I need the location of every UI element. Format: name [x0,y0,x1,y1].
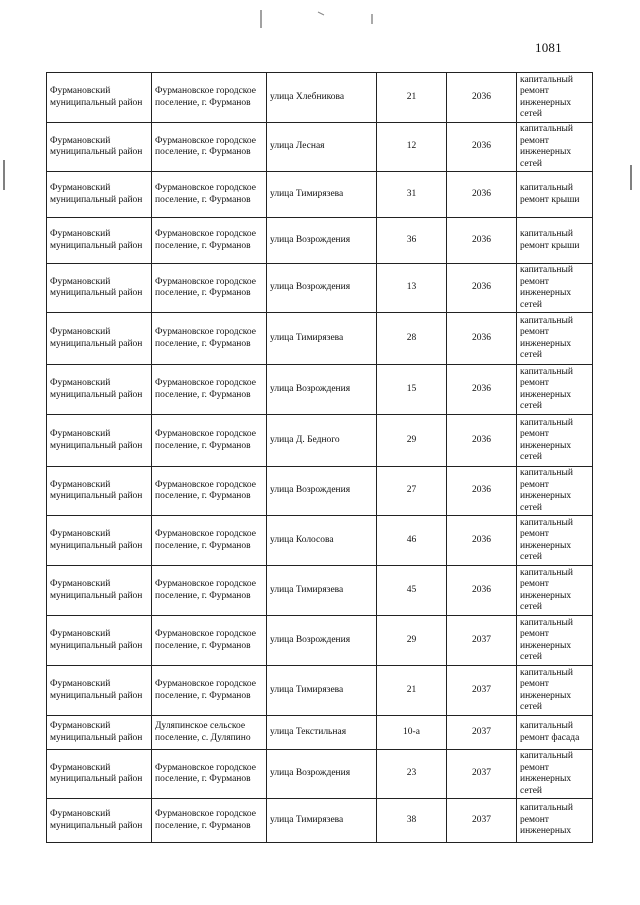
street-cell [267,365,377,415]
year-cell-text: 2036 [472,434,491,445]
house-number-cell [377,313,447,365]
district-cell [47,264,152,313]
year-cell-text: 2036 [472,332,491,343]
year-cell-text: 2036 [472,282,491,293]
house-number-cell-text: 45 [406,584,417,595]
district-cell-text: Фурмановский муниципальный район [50,479,143,501]
work-type-cell-text: капитальный ремонт фасада [520,721,580,743]
house-number-cell-text: 38 [406,814,417,825]
district-cell-text: Фурмановский муниципальный район [50,327,143,349]
table-row [47,313,593,365]
work-type-cell-text: капитальный ремонт инженерных сетей [520,315,573,360]
settlement-cell [152,218,267,264]
settlement-cell [152,172,267,218]
year-cell-text: 2036 [472,534,491,545]
house-number-cell [377,616,447,666]
district-cell [47,516,152,566]
house-number-cell-text: 36 [406,234,417,245]
year-cell-text: 2037 [472,814,491,825]
work-type-cell-text: капитальный ремонт инженерных сетей [520,617,573,662]
house-number-cell-text: 23 [406,768,417,779]
table-row [47,123,593,172]
street-cell-text: улица Лесная [270,141,325,152]
work-type-cell [517,666,593,716]
year-cell-text: 2036 [472,383,491,394]
district-cell [47,666,152,716]
table-row [47,415,593,467]
district-cell [47,467,152,516]
work-type-cell-text: капитальный ремонт инженерных сетей [520,567,573,612]
settlement-cell-text: Фурмановское городское поселение, г. Фурманов [155,809,256,831]
district-cell [47,73,152,123]
district-cell [47,566,152,616]
street-cell-text: улица Возрождения [270,234,351,245]
work-type-cell [517,123,593,172]
street-cell-text: улица Тимирязева [270,584,344,595]
year-cell [447,313,517,365]
street-cell-text: улица Тимирязева [270,814,344,825]
table-row [47,716,593,750]
work-type-cell [517,799,593,843]
work-type-cell-text: капитальный ремонт инженерных сетей [520,468,573,513]
work-type-cell-text: капитальный ремонт крыши [520,183,580,205]
house-number-cell-text: 10-а [403,726,420,737]
street-cell-text: улица Возрождения [270,383,351,394]
district-cell [47,123,152,172]
street-cell-text: улица Д. Бедного [270,434,340,445]
district-cell [47,172,152,218]
settlement-cell-text: Фурмановское городское поселение, г. Фурманов [155,276,256,298]
year-cell [447,264,517,313]
settlement-cell [152,73,267,123]
year-cell-text: 2036 [472,91,491,102]
house-number-cell-text: 21 [406,91,417,102]
work-type-cell [517,467,593,516]
scan-mark-top-center [318,12,324,15]
street-cell [267,616,377,666]
settlement-cell [152,415,267,467]
work-type-cell [517,566,593,616]
work-type-cell [517,313,593,365]
district-cell-text: Фурмановский муниципальный район [50,579,143,601]
district-cell [47,365,152,415]
house-number-cell-text: 21 [406,684,417,695]
work-type-cell [517,716,593,750]
settlement-cell-text: Фурмановское городское поселение, г. Фурманов [155,579,256,601]
street-cell [267,172,377,218]
settlement-cell-text: Дуляпинское сельское поселение, с. Дуляпино [155,721,251,743]
street-cell-text: улица Колосова [270,534,334,545]
year-cell [447,716,517,750]
work-type-cell [517,172,593,218]
year-cell [447,218,517,264]
settlement-cell [152,799,267,843]
house-number-cell [377,365,447,415]
house-number-cell-text: 13 [406,282,417,293]
settlement-cell [152,313,267,365]
year-cell-text: 2037 [472,726,491,737]
year-cell [447,516,517,566]
settlement-cell-text: Фурмановское городское поселение, г. Фурманов [155,229,256,251]
year-cell-text: 2036 [472,584,491,595]
work-type-cell [517,415,593,467]
street-cell [267,218,377,264]
settlement-cell [152,467,267,516]
settlement-cell [152,566,267,616]
table-row [47,264,593,313]
house-number-cell-text: 28 [406,332,417,343]
street-cell [267,73,377,123]
settlement-cell [152,365,267,415]
house-number-cell [377,123,447,172]
street-cell [267,750,377,799]
house-number-cell [377,666,447,716]
work-type-cell-text: капитальный ремонт инженерных сетей [520,417,573,462]
year-cell [447,750,517,799]
year-cell [447,566,517,616]
district-cell [47,313,152,365]
work-type-cell-text: капитальный ремонт инженерных сетей [520,667,573,712]
street-cell-text: улица Тимирязева [270,188,344,199]
work-type-cell-text: капитальный ремонт инженерных сетей [520,265,573,310]
district-cell [47,218,152,264]
table-row [47,566,593,616]
settlement-cell-text: Фурмановское городское поселение, г. Фурманов [155,429,256,451]
house-number-cell [377,750,447,799]
work-type-cell [517,264,593,313]
district-cell [47,750,152,799]
street-cell-text: улица Тимирязева [270,684,344,695]
settlement-cell-text: Фурмановское городское поселение, г. Фурманов [155,479,256,501]
street-cell-text: улица Хлебникова [270,91,345,102]
settlement-cell-text: Фурмановское городское поселение, г. Фурманов [155,135,256,157]
work-type-cell [517,616,593,666]
district-cell-text: Фурмановский муниципальный район [50,721,143,743]
house-number-cell [377,467,447,516]
year-cell [447,172,517,218]
district-cell-text: Фурмановский муниципальный район [50,183,143,205]
work-type-cell [517,73,593,123]
settlement-cell-text: Фурмановское городское поселение, г. Фурманов [155,529,256,551]
house-number-cell-text: 46 [406,534,417,545]
street-cell-text: улица Возрождения [270,282,351,293]
year-cell [447,467,517,516]
settlement-cell [152,750,267,799]
settlement-cell-text: Фурмановское городское поселение, г. Фурманов [155,378,256,400]
street-cell [267,716,377,750]
street-cell [267,467,377,516]
house-number-cell-text: 12 [406,141,417,152]
street-cell [267,123,377,172]
district-cell-text: Фурмановский муниципальный район [50,529,143,551]
work-type-cell [517,750,593,799]
table-row [47,750,593,799]
table-row [47,666,593,716]
district-cell-text: Фурмановский муниципальный район [50,762,143,784]
year-cell-text: 2037 [472,684,491,695]
settlement-cell [152,616,267,666]
settlement-cell [152,516,267,566]
work-type-cell [517,516,593,566]
street-cell [267,566,377,616]
street-cell [267,264,377,313]
house-number-cell [377,415,447,467]
year-cell [447,415,517,467]
work-type-cell-text: капитальный ремонт крыши [520,229,580,251]
street-cell-text: улица Текстильная [270,726,347,737]
year-cell-text: 2036 [472,188,491,199]
house-number-cell-text: 29 [406,634,417,645]
street-cell-text: улица Возрождения [270,768,351,779]
table-row [47,73,593,123]
district-cell [47,799,152,843]
table-row [47,467,593,516]
district-cell-text: Фурмановский муниципальный район [50,809,143,831]
table-body [47,73,593,843]
district-cell-text: Фурмановский муниципальный район [50,135,143,157]
work-type-cell-text: капитальный ремонт инженерных сетей [520,517,573,562]
street-cell [267,799,377,843]
district-cell-text: Фурмановский муниципальный район [50,86,143,108]
house-number-cell [377,218,447,264]
house-number-cell-text: 29 [406,434,417,445]
district-cell [47,716,152,750]
house-number-cell [377,73,447,123]
district-cell-text: Фурмановский муниципальный район [50,429,143,451]
table-row [47,365,593,415]
settlement-cell [152,716,267,750]
settlement-cell-text: Фурмановское городское поселение, г. Фурманов [155,183,256,205]
settlement-cell-text: Фурмановское городское поселение, г. Фурманов [155,86,256,108]
street-cell [267,415,377,467]
settlement-cell [152,666,267,716]
house-number-cell-text: 31 [406,188,417,199]
year-cell-text: 2037 [472,768,491,779]
street-cell-text: улица Возрождения [270,485,351,496]
district-cell [47,415,152,467]
year-cell-text: 2037 [472,634,491,645]
year-cell-text: 2036 [472,485,491,496]
street-cell-text: улица Возрождения [270,634,351,645]
house-number-cell [377,566,447,616]
work-type-cell-text: капитальный ремонт инженерных [520,803,573,837]
settlement-cell-text: Фурмановское городское поселение, г. Фурманов [155,629,256,651]
page-number: 1081 [535,40,562,55]
year-cell [447,73,517,123]
year-cell [447,365,517,415]
settlement-cell [152,123,267,172]
work-type-cell-text: капитальный ремонт инженерных сетей [520,74,573,119]
settlement-cell [152,264,267,313]
work-type-cell-text: капитальный ремонт инженерных сетей [520,124,573,169]
district-cell-text: Фурмановский муниципальный район [50,679,143,701]
year-cell [447,666,517,716]
year-cell [447,123,517,172]
house-number-cell [377,264,447,313]
work-type-cell [517,218,593,264]
table-row [47,218,593,264]
district-cell-text: Фурмановский муниципальный район [50,378,143,400]
work-type-cell-text: капитальный ремонт инженерных сетей [520,366,573,411]
house-number-cell [377,799,447,843]
district-cell-text: Фурмановский муниципальный район [50,229,143,251]
settlement-cell-text: Фурмановское городское поселение, г. Фурманов [155,762,256,784]
district-cell-text: Фурмановский муниципальный район [50,276,143,298]
house-number-cell [377,516,447,566]
district-cell [47,616,152,666]
house-number-cell [377,716,447,750]
year-cell [447,799,517,843]
repair-schedule-table [46,72,593,843]
year-cell-text: 2036 [472,141,491,152]
district-cell-text: Фурмановский муниципальный район [50,629,143,651]
street-cell [267,666,377,716]
settlement-cell-text: Фурмановское городское поселение, г. Фурманов [155,679,256,701]
settlement-cell-text: Фурмановское городское поселение, г. Фурманов [155,327,256,349]
street-cell-text: улица Тимирязева [270,332,344,343]
house-number-cell-text: 27 [406,485,417,496]
street-cell [267,516,377,566]
table-row [47,616,593,666]
table-row [47,799,593,843]
work-type-cell [517,365,593,415]
house-number-cell [377,172,447,218]
year-cell-text: 2036 [472,234,491,245]
house-number-cell-text: 15 [406,383,417,394]
table-row [47,516,593,566]
year-cell [447,616,517,666]
table-row [47,172,593,218]
work-type-cell-text: капитальный ремонт инженерных сетей [520,751,573,796]
street-cell [267,313,377,365]
